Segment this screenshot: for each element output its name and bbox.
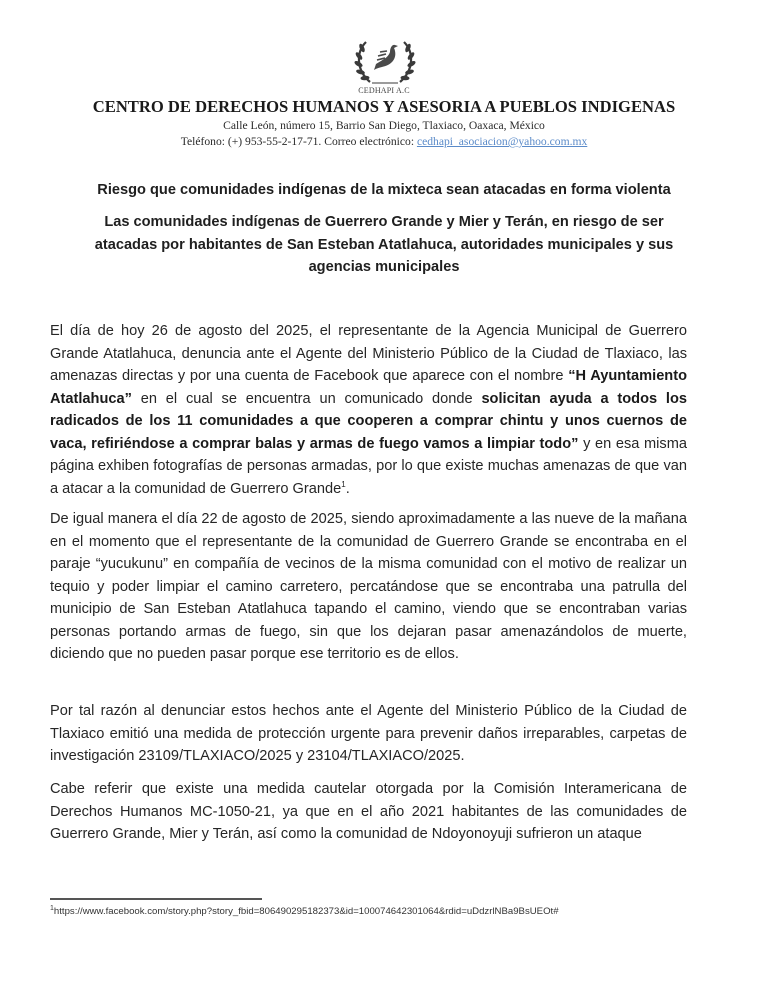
paragraph-1-bold-quote: solicitan ayuda a todos los radicados de los 11 comunidades a que cooperen a comprar chintu y unos cuernos de vaca, refiriéndose a comprar balas y armas de fuego vamos a limpiar todo” bbox=[50, 390, 687, 452]
logo-caption: CEDHAPI A.C bbox=[358, 86, 410, 95]
paragraph-1 bbox=[50, 320, 687, 500]
headline-subtitle: Las comunidades indígenas de Guerrero Grande y Mier y Terán, en riesgo de ser atacadas por habitantes de San Esteban Atatlahuca, autoridades municipales y sus agencias municipales bbox=[94, 214, 674, 275]
footnote-separator bbox=[50, 898, 262, 900]
footnote bbox=[50, 906, 700, 917]
footnote-reference[interactable]: 1 bbox=[341, 479, 346, 489]
paragraph-1-text-c: en el cual se encuentra un comunicado donde bbox=[131, 390, 482, 407]
cedhapi-logo-dove-wreath-icon bbox=[352, 36, 418, 90]
paragraph-1-text-a: El día de hoy 26 de agosto del 2025, el representante de la Agencia Municipal de Guerrero Grande Atatlahuca, denuncia ante el Agente del Ministerio Público de la Ciudad de Tlaxiaco, las amenazas directas y por una cuenta de Facebook que aparece con el nombre bbox=[50, 323, 687, 384]
organization-address: Calle León, número 15, Barrio San Diego, Tlaxiaco, Oaxaca, México bbox=[223, 119, 545, 132]
paragraph-3: Por tal razón al denunciar estos hechos ante el Agente del Ministerio Público de la Ciudad de Tlaxiaco emitió una medida de protección urgente para prevenir daños irreparables, carpetas de investigación 23109/TLAXIACO/2025 y 23104/TLAXIACO/2025. bbox=[50, 703, 687, 764]
paragraph-4: Cabe referir que existe una medida cautelar otorgada por la Comisión Interamericana de Derechos Humanos MC-1050-21, ya que en el año 2021 habitantes de las comunidades de Guerrero Grande, Mier y Terán, así como la comunidad de Ndoyonoyuji sufrieron un ataque bbox=[50, 781, 687, 842]
footnote-number: 1 bbox=[50, 904, 54, 912]
paragraph-2: De igual manera el día 22 de agosto de 2025, siendo aproximadamente a las nueve de la mañana en el momento que el representante de la comunidad de Guerrero Grande se encontraba en el paraje “yucukunu” en compañía de vecinos de la misma comunidad con el motivo de realizar un tequio y poder limpiar el camino carretero, percatándose que se encontraba una patrulla del municipio de San Esteban Atatlahuca tapando el camino, viendo que se encontraban varias personas portando armas de fuego, sin que los dejaran pasar amenazándolos de muerte, diciendo que no pueden pasar porque ese territorio es de ellos. bbox=[50, 511, 687, 662]
email-link[interactable]: cedhapi_asociacion@yahoo.com.mx bbox=[416, 135, 588, 148]
footnote-url[interactable]: https://www.facebook.com/story.php?story_fbid=806490295182373&id=100074642301064&rdid=uDdzrlNBa9BsUEOt# bbox=[53, 906, 559, 917]
paragraph-1-quote-name: “H Ayuntamiento Atatlahuca” bbox=[50, 368, 687, 407]
headline-title: Riesgo que comunidades indígenas de la mixteca sean atacadas en forma violenta bbox=[97, 182, 671, 198]
paragraph-1-text-e: y en esa misma página exhiben fotografías de personas armadas, por lo que existe muchas amenazas de que van a atacar a la comunidad de Guerrero Grande bbox=[50, 435, 687, 497]
paragraph-1-text-f: . bbox=[345, 480, 350, 497]
phone-label: Teléfono: (+) 953-55-2-17-71. Correo electrónico: bbox=[180, 135, 417, 148]
organization-contact bbox=[0, 135, 768, 148]
organization-name: CENTRO DE DERECHOS HUMANOS Y ASESORIA A PUEBLOS INDIGENAS bbox=[92, 97, 676, 116]
